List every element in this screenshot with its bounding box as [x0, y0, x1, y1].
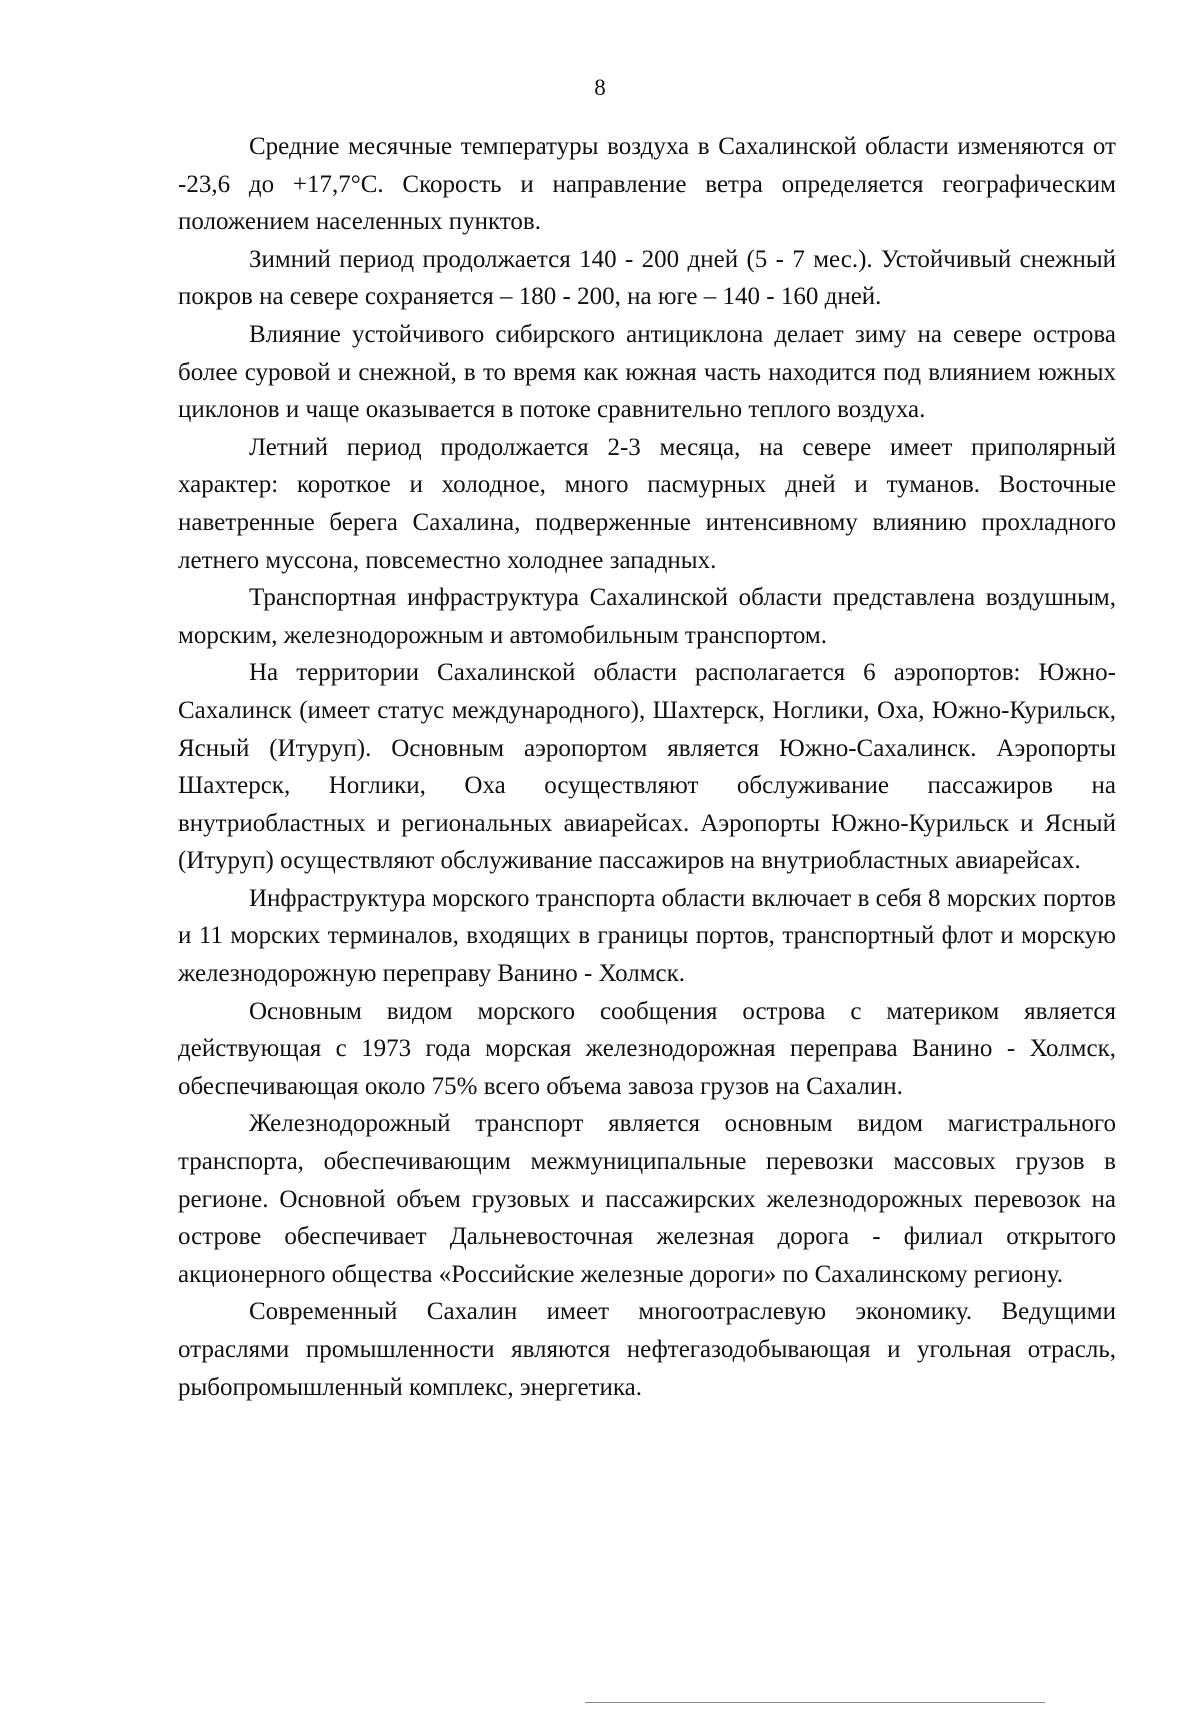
- paragraph-airports: На территории Сахалинской области располагается 6 аэропортов: Южно-Сахалинск (имеет статус международного), Шахтерск, Ноглики, Оха, Южно-Курильск, Ясный (Итуруп). Основным аэропортом является Южно-Сахалинск. Аэропорты Шахтерск, Ноглики, Оха осуществляют обслуживание пассажиров на внутриобластных и региональных авиарейсах. Аэропорты Южно-Курильск и Ясный (Итуруп) осуществляют обслуживание пассажиров на внутриобластных авиарейсах.: [178, 659, 1116, 875]
- paragraph-summer-period: Летний период продолжается 2-3 месяца, на севере имеет приполярный характер: короткое и холодное, много пасмурных дней и туманов. Восточные наветренные берега Сахалина, подверженные интенсивному влиянию прохладного летнего муссона, повсеместно холоднее западных.: [178, 433, 1116, 574]
- paragraph-ferry: Основным видом морского сообщения острова с материком является действующая с 1973 года морская железнодорожная переправа Ванино - Холмск, обеспечивающая около 75% всего объема завоза грузов на Сахалин.: [178, 997, 1116, 1100]
- paragraph-anticyclone: Влияние устойчивого сибирского антициклона делает зиму на севере острова более суровой и снежной, в то время как южная часть находится под влиянием южных циклонов и чаще оказывается в потоке сравнительно теплого воздуха.: [178, 320, 1116, 424]
- bottom-divider: [585, 1702, 1045, 1703]
- body-text: [178, 128, 1116, 1406]
- paragraph-economy: Современный Сахалин имеет многоотраслевую экономику. Ведущими отраслями промышленности являются нефтегазодобывающая и угольная отрасль, рыбопромышленный комплекс, энергетика.: [178, 1298, 1116, 1401]
- paragraph-sea-transport: Инфраструктура морского транспорта области включает в себя 8 морских портов и 11 морских терминалов, входящих в границы портов, транспортный флот и морскую железнодорожную переправу Ванино - Холмск.: [178, 884, 1116, 988]
- paragraph-transport-infrastructure: Транспортная инфраструктура Сахалинской области представлена воздушным, морским, железнодорожным и автомобильным транспортом.: [178, 584, 1116, 649]
- paragraph-air-temperature: Средние месячные температуры воздуха в Сахалинской области изменяются от -23,6 до +17,7°С. Скорость и направление ветра определяется географическим положением населенных пунктов.: [178, 133, 1116, 236]
- paragraph-winter-period: Зимний период продолжается 140 - 200 дней (5 - 7 мес.). Устойчивый снежный покров на севере сохраняется – 180 - 200, на юге – 140 - 160 дней.: [178, 245, 1116, 311]
- paragraph-railway: Железнодорожный транспорт является основным видом магистрального транспорта, обеспечивающим межмуниципальные перевозки массовых грузов в регионе. Основной объем грузовых и пассажирских железнодорожных перевозок на острове обеспечивает Дальневосточная железная дорога - филиал открытого акционерного общества «Российские железные дороги» по Сахалинскому региону.: [178, 1110, 1116, 1288]
- page-number: 8: [594, 75, 606, 100]
